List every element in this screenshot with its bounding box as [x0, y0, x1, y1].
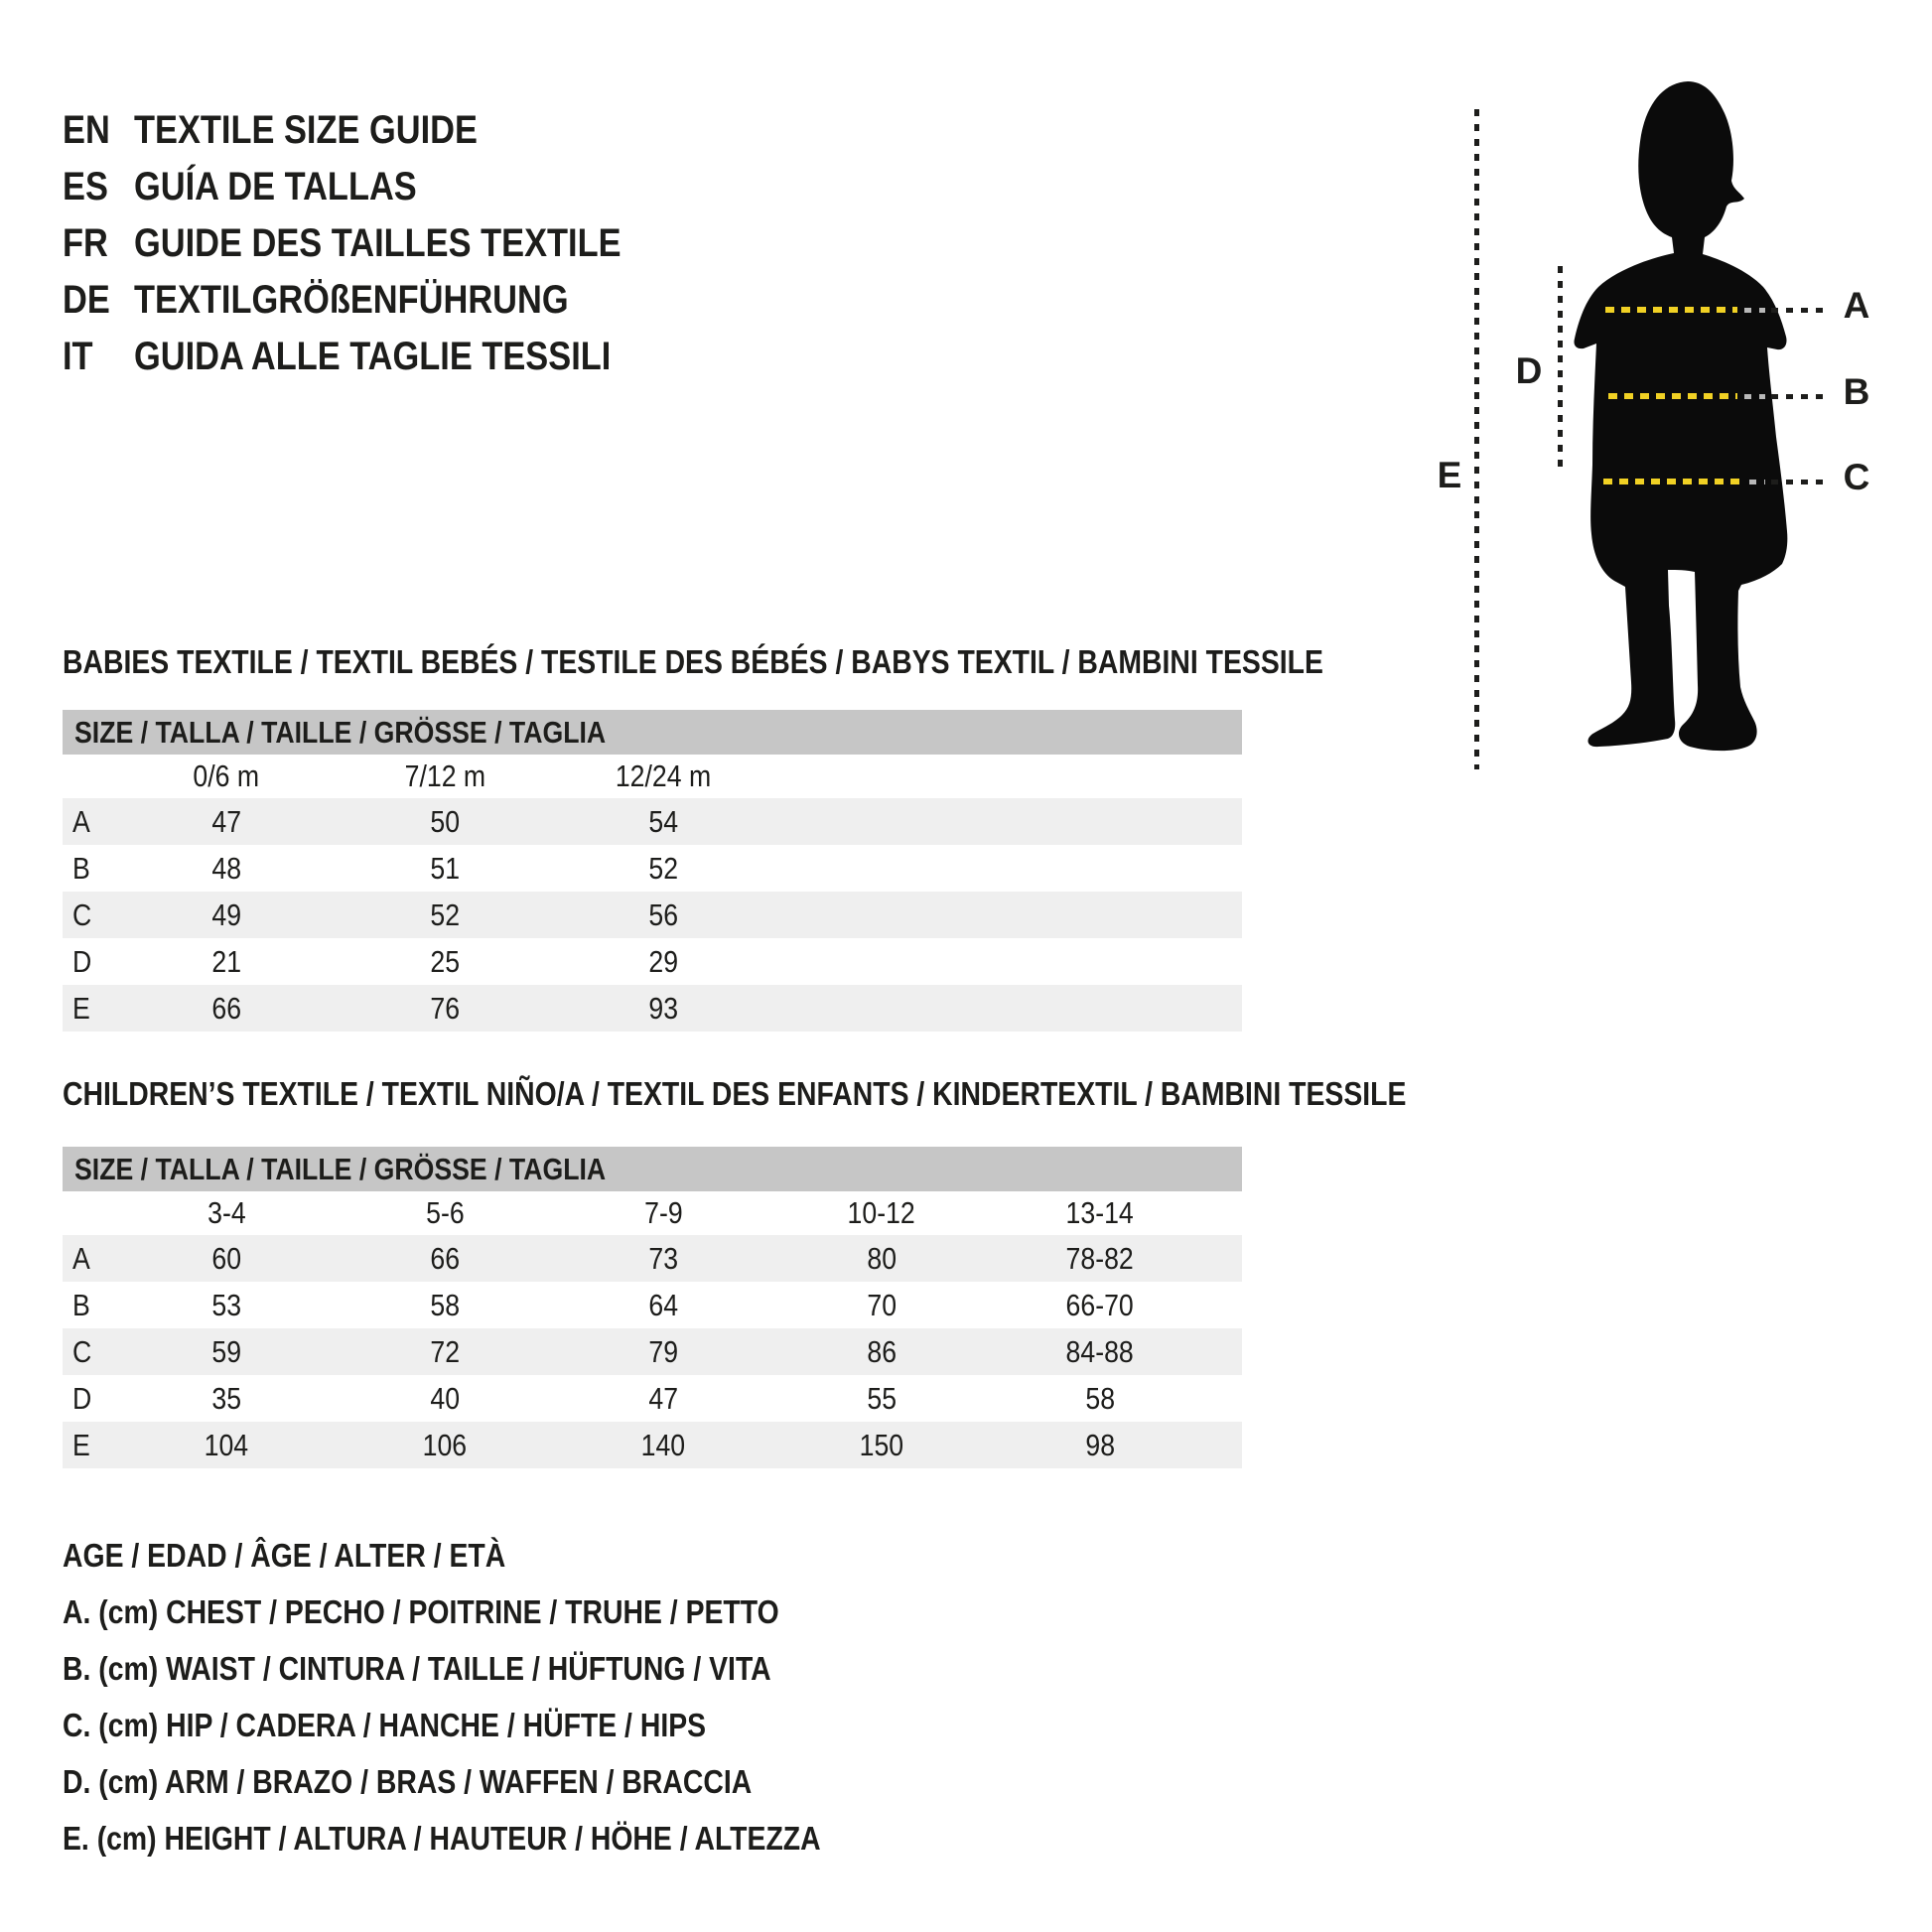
- waist-b-yellow-dashes: [1608, 393, 1737, 399]
- table-row: A 47 50 54: [63, 798, 1242, 845]
- children-section-title: CHILDREN’S TEXTILE / TEXTIL NIÑO/A / TEXTIL DES ENFANTS / KINDERTEXTIL / BAMBINI TESSILE: [63, 1075, 1407, 1112]
- table-row: B 53 58 64 70 66-70: [72, 1288, 1135, 1322]
- lang-row-de: [63, 272, 700, 329]
- babies-col-1: 7/12 m: [404, 759, 485, 793]
- legend-height: E. (cm) HEIGHT / ALTURA / HAUTEUR / HÖHE / ALTEZZA: [63, 1820, 821, 1857]
- child-silhouette: [1569, 79, 1792, 764]
- legend-waist: B. (cm) WAIST / CINTURA / TAILLE / HÜFTUNG / VITA: [63, 1650, 771, 1687]
- chest-a-black-dashes: [1771, 308, 1823, 313]
- table-row: D 21 25 29: [72, 944, 678, 979]
- label-e: E: [1437, 455, 1462, 495]
- table-row: C 49 52 56: [63, 892, 1242, 938]
- lang-title-fr: GUIDE DES TAILLES TEXTILE: [134, 221, 621, 265]
- babies-col-2: 12/24 m: [615, 759, 712, 793]
- lang-row-es: [63, 159, 700, 215]
- children-col-3: 10-12: [847, 1195, 916, 1230]
- chest-a-yellow-dashes: [1605, 307, 1737, 313]
- lang-title-es: GUÍA DE TALLAS: [134, 165, 417, 208]
- lang-code-de: DE: [63, 278, 110, 322]
- lang-title-en: TEXTILE SIZE GUIDE: [134, 108, 478, 152]
- table-row: E 104 106 140 150 98: [63, 1422, 1242, 1468]
- babies-table-header-bar: SIZE / TALLA / TAILLE / GRÖSSE / TAGLIA: [63, 710, 1242, 755]
- waist-b-black-dashes: [1771, 394, 1823, 399]
- babies-column-headers: [63, 755, 1242, 798]
- children-col-2: 7-9: [643, 1195, 683, 1230]
- children-table-header-bar: SIZE / TALLA / TAILLE / GRÖSSE / TAGLIA: [63, 1147, 1242, 1191]
- label-b: B: [1843, 371, 1870, 412]
- hip-c-black-dashes: [1771, 480, 1823, 484]
- lang-code-en: EN: [63, 108, 110, 152]
- arm-d-dashed-line: [1558, 266, 1563, 475]
- table-row: A 60 66 73 80 78-82: [63, 1235, 1242, 1282]
- table-row: D 35 40 47 55 58: [72, 1381, 1115, 1416]
- hip-c-gray-dashes: [1749, 480, 1765, 484]
- babies-col-0: 0/6 m: [193, 759, 260, 793]
- children-col-4: 13-14: [1065, 1195, 1135, 1230]
- lang-title-it: GUIDA ALLE TAGLIE TESSILI: [134, 335, 612, 378]
- children-col-0: 3-4: [207, 1195, 246, 1230]
- children-column-headers: [63, 1191, 1242, 1235]
- table-row: B 48 51 52: [72, 851, 678, 886]
- hip-c-yellow-dashes: [1603, 479, 1745, 484]
- lang-code-it: IT: [63, 335, 93, 378]
- table-row: C 59 72 79 86 84-88: [63, 1328, 1242, 1375]
- measurement-figure: [1420, 74, 1932, 869]
- lang-code-fr: FR: [63, 221, 108, 265]
- lang-row-it: [63, 329, 700, 385]
- children-col-1: 5-6: [425, 1195, 465, 1230]
- lang-row-fr: [63, 215, 700, 272]
- measurement-legend: [63, 1527, 944, 1866]
- table-row: E 66 76 93: [63, 985, 1242, 1032]
- legend-age: AGE / EDAD / ÂGE / ALTER / ETÀ: [63, 1537, 506, 1574]
- lang-row-en: [63, 102, 700, 159]
- label-d: D: [1515, 350, 1543, 391]
- lang-title-de: TEXTILGRÖßENFÜHRUNG: [134, 278, 569, 322]
- lang-code-es: ES: [63, 165, 108, 208]
- babies-size-table: [63, 710, 1242, 1032]
- legend-chest: A. (cm) CHEST / PECHO / POITRINE / TRUHE / PETTO: [63, 1593, 779, 1630]
- children-size-table: [63, 1147, 1242, 1468]
- legend-hip: C. (cm) HIP / CADERA / HANCHE / HÜFTE / HIPS: [63, 1707, 707, 1743]
- label-a: A: [1843, 285, 1870, 326]
- language-title-block: [63, 102, 700, 385]
- legend-arm: D. (cm) ARM / BRAZO / BRAS / WAFFEN / BRACCIA: [63, 1763, 753, 1800]
- label-c: C: [1843, 457, 1870, 497]
- chest-a-gray-dashes: [1744, 308, 1765, 313]
- babies-section-title: BABIES TEXTILE / TEXTIL BEBÉS / TESTILE DES BÉBÉS / BABYS TEXTIL / BAMBINI TESSILE: [63, 643, 1323, 680]
- waist-b-gray-dashes: [1744, 394, 1765, 399]
